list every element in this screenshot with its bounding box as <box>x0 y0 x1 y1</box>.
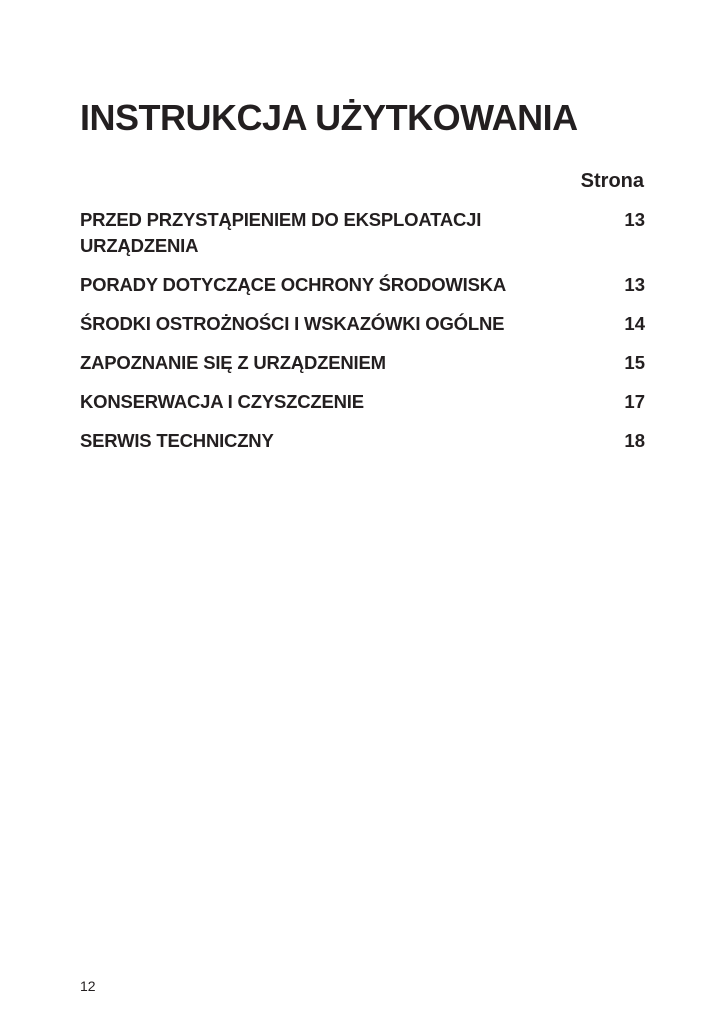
toc-entry-label: PRZED PRZYSTĄPIENIEM DO EKSPLOATACJI URZĄDZENIA <box>80 209 482 256</box>
toc-entry <box>80 428 645 454</box>
page-column-header: Strona <box>580 170 644 192</box>
toc-entry-page: 14 <box>624 313 645 334</box>
toc-entry-label: ŚRODKI OSTROŻNOŚCI I WSKAZÓWKI OGÓLNE <box>80 313 505 334</box>
toc-entry-page: 13 <box>624 209 645 230</box>
toc-entry <box>80 207 645 259</box>
toc-entry <box>80 311 645 337</box>
toc-entry-page: 18 <box>624 430 645 451</box>
toc-entry <box>80 350 645 376</box>
toc-entry-page: 15 <box>624 352 645 373</box>
toc-entry <box>80 389 645 415</box>
toc-entry-page: 17 <box>624 391 645 412</box>
toc-entry-label: ZAPOZNANIE SIĘ Z URZĄDZENIEM <box>80 352 386 373</box>
table-of-contents <box>80 207 645 467</box>
toc-entry-label: KONSERWACJA I CZYSZCZENIE <box>80 391 364 412</box>
page-title: INSTRUKCJA UŻYTKOWANIA <box>80 97 578 138</box>
page-number: 12 <box>80 978 96 994</box>
toc-entry-label: SERWIS TECHNICZNY <box>80 430 274 451</box>
toc-entry <box>80 272 645 298</box>
toc-entry-label: PORADY DOTYCZĄCE OCHRONY ŚRODOWISKA <box>80 274 507 295</box>
toc-entry-page: 13 <box>624 274 645 295</box>
